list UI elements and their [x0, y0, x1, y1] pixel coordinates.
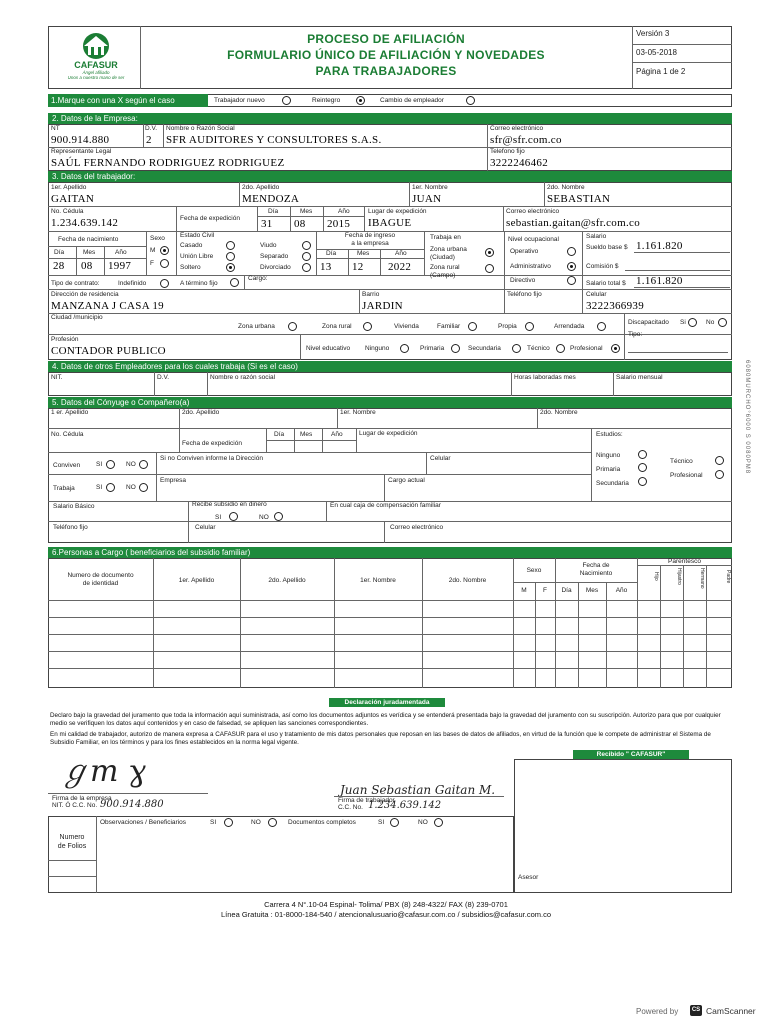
camscanner-label: CamScanner — [706, 1006, 756, 1016]
zona-rural-label: Zona rural (Campo) — [430, 264, 460, 279]
nac-ano: 1997 — [108, 260, 132, 272]
page-number: Página 1 de 2 — [636, 67, 686, 76]
s5-empresa-label: Empresa — [160, 477, 187, 484]
docs-no-label: NO — [418, 819, 428, 826]
nit-empresa-label: NIT. Ó C.C. No. — [52, 802, 98, 809]
administrativo-radio[interactable] — [567, 262, 576, 271]
empresa-correo-value: sfr@sfr.com.co — [490, 134, 562, 146]
nac-mes-label: Mes — [83, 249, 96, 256]
salario-label: Salario — [586, 233, 607, 240]
exp-ano: 2015 — [327, 218, 351, 230]
cel-label: Celular — [586, 291, 607, 298]
civil-label: Estado Civil — [180, 232, 215, 239]
section-5-title: 5. Datos del Cónyuge o Compañero(a) — [48, 397, 732, 408]
s4-nit-label: NIT. — [51, 374, 63, 381]
edu-ninguno-radio[interactable] — [400, 344, 409, 353]
opt-reintegro-label: Reintegro — [312, 97, 341, 104]
zona-rural-radio[interactable] — [485, 264, 494, 273]
soltero-label: Soltero — [180, 264, 201, 271]
rep-value: SAÚL FERNANDO RODRIGUEZ RODRIGUEZ — [51, 157, 285, 169]
correo-label: Correo electrónico — [506, 208, 560, 215]
s5-mes-label: Mes — [300, 431, 313, 438]
n1-label: 1er. Nombre — [412, 184, 448, 191]
termino-radio[interactable] — [230, 278, 239, 287]
s5-primaria-label: Primaria — [596, 466, 621, 473]
recibido-title: Recibido " CAFASUR" — [573, 750, 689, 759]
s5-sub-no-label: NO — [259, 514, 269, 521]
casado-radio[interactable] — [226, 241, 235, 250]
s5-trab-si-label: SI — [96, 484, 103, 491]
house-family-icon — [76, 30, 116, 60]
ap1-label: 1er. Apellido — [51, 184, 87, 191]
s4-salario-label: Salario mensual — [616, 374, 663, 381]
fnac-label: Fecha de nacimiento — [58, 236, 119, 243]
ing-mes: 12 — [352, 261, 364, 273]
res-urbana-label: Zona urbana — [238, 323, 275, 330]
s5-n2-label: 2do. Nombre — [540, 409, 578, 416]
s5-fexp-label: Fecha de expedición — [182, 440, 242, 447]
s5-ninguno-radio[interactable] — [638, 450, 647, 459]
logo-name: CAFASUR — [74, 60, 118, 70]
fing-label: Fecha de ingreso a la empresa — [344, 232, 396, 247]
ing-ano-label: Año — [395, 250, 407, 257]
res-rural-radio[interactable] — [363, 322, 372, 331]
n2-label: 2do. Nombre — [547, 184, 585, 191]
empresa-tel-label: Telefono fijo — [490, 148, 525, 155]
docs-si-radio[interactable] — [390, 818, 399, 827]
trabaja-en-label: Trabaja en — [430, 234, 461, 241]
col-ano-header: Año — [615, 587, 628, 594]
obs-si-label: SI — [210, 819, 217, 826]
union-radio[interactable] — [226, 252, 235, 261]
lugexp-value: IBAGUE — [368, 217, 412, 229]
niv-edu-label: Nivel educativo — [306, 345, 351, 352]
exp-dia: 31 — [261, 218, 273, 230]
powered-by: Powered by — [636, 1007, 679, 1016]
trabajador-signature: Juan Sebastian Gaitan M. — [340, 783, 496, 797]
s5-sub-si-label: SI — [215, 514, 222, 521]
section-2-title: 2. Datos de la Empresa: — [48, 113, 732, 124]
indefinido-radio[interactable] — [160, 279, 169, 288]
decl-paragraph-2: En mi calidad de trabajador, autorizo de manera expresa a CAFASUR para el uso y tratamiento de mis datos personales que reposan en las bases de datos de afiliados, en virtud de la función que le compete de administrar el Sistema de Subsidio Familiar, en los términos y para los fines establecidos en la norma legal vigente. — [50, 731, 711, 746]
edu-secundaria-radio[interactable] — [512, 344, 521, 353]
empresa-tel-value: 3222246462 — [490, 157, 548, 169]
divorciado-radio[interactable] — [302, 263, 311, 272]
dv-label: D.V. — [145, 125, 158, 132]
res-rural-label: Zona rural — [322, 323, 352, 330]
edu-profesional-label: Profesional — [570, 345, 603, 352]
edu-tecnico-radio[interactable] — [556, 344, 565, 353]
logo-tagline: Ángel afiliado Unos a nuestro mano de ser — [67, 70, 125, 80]
n1-value: JUAN — [412, 193, 442, 205]
exp-ano-label: Año — [338, 208, 350, 215]
edu-primaria-radio[interactable] — [451, 344, 460, 353]
s5-tecnico-radio[interactable] — [715, 456, 724, 465]
s5-ap1-label: 1 er. Apellido — [51, 409, 89, 416]
sexo-f-radio[interactable] — [160, 259, 169, 268]
s5-correo-label: Correo electrónico — [390, 524, 444, 531]
cc-trabajador-label: C.C. No. — [338, 804, 363, 811]
folios-label: Numero de Folios — [57, 834, 87, 850]
col-m-header: M — [521, 587, 527, 594]
edu-ninguno-label: Ninguno — [365, 345, 390, 352]
fexp-label: Fecha de expedición — [180, 215, 240, 222]
sexo-f-label: F — [150, 260, 154, 267]
ap2-value: MENDOZA — [242, 193, 300, 205]
union-label: Unión Libre — [180, 253, 214, 260]
cel-value: 3222366939 — [586, 300, 644, 312]
casado-label: Casado — [180, 242, 203, 249]
cargo-label: Cargo: — [248, 275, 268, 282]
separado-radio[interactable] — [302, 252, 311, 261]
col-doc-header: Numero de documento de identidad — [67, 572, 134, 587]
side-text: 6080MURCHO°6000 S 0080PM8 — [744, 360, 750, 475]
divorciado-label: Divorciado — [260, 264, 291, 271]
dir-label: Dirección de residencia — [51, 291, 119, 298]
col-dia-header: Día — [561, 587, 572, 594]
viudo-label: Viudo — [260, 242, 277, 249]
cedula-label: No. Cédula — [51, 208, 84, 215]
arrendada-radio[interactable] — [597, 322, 606, 331]
par-2-header: Hijastro — [676, 568, 682, 585]
nit-label: NT — [51, 125, 60, 132]
obs-si-radio[interactable] — [224, 818, 233, 827]
s5-trab-si-radio[interactable] — [106, 483, 115, 492]
sueldo-label: Sueldo base $ — [586, 244, 628, 251]
asesor-label: Asesor — [518, 874, 539, 881]
empresa-signature: ℊm ɣ — [60, 754, 146, 789]
col-n2-header: 2do. Nombre — [448, 577, 487, 584]
s5-cel-label: Celular — [195, 524, 216, 531]
separado-label: Separado — [260, 253, 289, 260]
section-4-title: 4. Datos de otros Empleadores para los cuales trabaja (Si es el caso) — [48, 361, 732, 372]
nac-mes: 08 — [81, 260, 93, 272]
section-3-title: 3. Datos del trabajador: — [48, 171, 732, 182]
discap-no-label: No — [706, 319, 715, 326]
s5-trabaja-label: Trabaja — [53, 485, 75, 492]
nac-ano-label: Año — [115, 249, 127, 256]
indefinido-label: Indefinido — [118, 280, 147, 287]
title-line-1: PROCESO DE AFILIACIÓN — [307, 32, 465, 46]
dir-value: MANZANA J CASA 19 — [51, 300, 164, 312]
opt-nuevo-radio[interactable] — [282, 96, 291, 105]
s4-dv-label: D.V. — [157, 374, 170, 381]
s5-conv-si-radio[interactable] — [106, 460, 115, 469]
s5-subsidio-label: Recibe subsidio en dinero — [192, 501, 267, 508]
s5-noconv-label: Si no Conviven informe la Dirección — [160, 455, 263, 462]
s5-cargo-label: Cargo actual — [388, 477, 425, 484]
s5-trab-no-radio[interactable] — [139, 483, 148, 492]
discap-label: Discapacitado — [628, 319, 669, 326]
docs-si-label: SI — [378, 819, 385, 826]
exp-dia-label: Día — [268, 208, 279, 215]
arrendada-label: Arrendada — [554, 323, 585, 330]
s5-conv-no-radio[interactable] — [139, 460, 148, 469]
empresa-correo-label: Correo electrónico — [490, 125, 544, 132]
opt-nuevo-label: Trabajador nuevo — [214, 97, 265, 104]
version-date: 03-05-2018 — [636, 48, 677, 57]
ap1-value: GAITAN — [51, 193, 95, 205]
col-sexo-header: Sexo — [526, 567, 542, 574]
directivo-label: Directivo — [510, 277, 536, 284]
propia-label: Propia — [498, 323, 517, 330]
s5-dia-label: Día — [274, 431, 285, 438]
nivel-label: Nivel ocupacional — [508, 236, 559, 243]
ing-dia-label: Día — [326, 250, 337, 257]
nit-value: 900.914.880 — [51, 134, 110, 146]
s5-caja-label: En cual caja de compensación familiar — [330, 502, 441, 509]
nac-dia: 28 — [53, 260, 65, 272]
s5-primaria-radio[interactable] — [638, 463, 647, 472]
n2-value: SEBASTIAN — [547, 193, 611, 205]
footer-line-1: Carrera 4 N°.10-04 Espinal- Tolima/ PBX (8) 248-4322/ FAX (8) 239-0701 — [264, 900, 508, 909]
total-value: 1.161.820 — [636, 275, 683, 287]
s5-ced-label: No. Cédula — [51, 431, 84, 438]
s5-lugar-label: Lugar de expedición — [359, 430, 418, 437]
title-line-2: FORMULARIO ÚNICO DE AFILIACIÓN Y NOVEDADES — [227, 48, 545, 62]
s5-trab-no-label: NO — [126, 484, 136, 491]
par-1-header: Hijo — [653, 572, 659, 581]
opt-reintegro-radio[interactable] — [356, 96, 365, 105]
col-ap1-header: 1er. Apellido — [178, 577, 215, 584]
s5-celular-label: Celular — [430, 455, 451, 462]
propia-radio[interactable] — [525, 322, 534, 331]
operativo-label: Operativo — [510, 248, 539, 255]
familiar-label: Familiar — [437, 323, 461, 330]
obs-no-label: NO — [251, 819, 261, 826]
s5-n1-label: 1er. Nombre — [340, 409, 376, 416]
telfijo-label: Teléfono fijo — [507, 291, 542, 298]
s5-conviven-label: Conviven — [53, 462, 81, 469]
contrato-label: Tipo de contrato: — [51, 280, 100, 287]
barrio-label: Barrio — [362, 291, 380, 298]
s5-conv-si-label: SI — [96, 461, 103, 468]
ap2-label: 2do. Apellido — [242, 184, 280, 191]
ciudad-label: Ciudad /municipio — [51, 314, 103, 321]
ing-dia: 13 — [320, 261, 332, 273]
familiar-radio[interactable] — [468, 322, 477, 331]
sexo-m-label: M — [150, 247, 156, 254]
s5-estudios-label: Estudios: — [596, 431, 623, 438]
sexo-label: Sexo — [150, 235, 165, 242]
ing-ano: 2022 — [388, 261, 412, 273]
title-line-3: PARA TRABAJADORES — [315, 64, 457, 78]
docs-label: Documentos completos — [288, 819, 356, 826]
rep-label: Representante Legal — [51, 148, 112, 155]
exp-mes-label: Mes — [300, 208, 313, 215]
section-6-title: 6.Personas a Cargo ( beneficiarios del subsidio familiar) — [48, 547, 732, 558]
docs-no-radio[interactable] — [434, 818, 443, 827]
res-urbana-radio[interactable] — [288, 322, 297, 331]
lugexp-label: Lugar de expedición — [368, 208, 427, 215]
prof-value: CONTADOR PUBLICO — [51, 345, 166, 357]
operativo-radio[interactable] — [567, 247, 576, 256]
administrativo-label: Administrativo — [510, 263, 551, 270]
s5-sub-si-radio[interactable] — [229, 512, 238, 521]
edu-tecnico-label: Técnico — [527, 345, 550, 352]
s5-sub-no-radio[interactable] — [274, 512, 283, 521]
viudo-radio[interactable] — [302, 241, 311, 250]
exp-mes: 08 — [294, 218, 306, 230]
s5-tecnico-label: Técnico — [670, 458, 693, 465]
col-ap2-header: 2do. Apellido — [268, 577, 306, 584]
decl-paragraph-1: Declaro bajo la gravedad del juramento que toda la información aquí suministrada, así como los documentos adjuntos es verídica y se entenderá presentada bajo la gravedad del juramento con su suscripción. Autorizo para que por cualquier medio se verifiquen los datos aquí contenidos y en caso de falsedad, se apliquen las sanciones correspondientes. — [50, 712, 721, 727]
cafasur-logo — [64, 30, 128, 86]
directivo-radio[interactable] — [567, 276, 576, 285]
zona-urbana-radio[interactable] — [485, 248, 494, 257]
razon-value: SFR AUDITORES Y CONSULTORES S.A.S. — [166, 134, 382, 146]
s5-secundaria-label: Secundaria — [596, 480, 629, 487]
firma-trabajador-label: Firma de trabajador — [338, 797, 395, 804]
col-f-header: F — [543, 587, 547, 594]
recibido-box — [514, 759, 732, 893]
col-fnac-header: Fecha de Nacimiento — [579, 562, 613, 577]
opt-cambio-label: Cambio de empleador — [380, 97, 444, 104]
prof-label: Profesión — [51, 336, 79, 343]
comision-label: Comisión $ — [586, 263, 619, 270]
edu-profesional-radio[interactable] — [611, 344, 620, 353]
cedula-value: 1.234.639.142 — [51, 217, 119, 229]
par-3-header: Hermano — [699, 568, 705, 589]
discap-si-label: Si — [680, 319, 686, 326]
s5-secundaria-radio[interactable] — [638, 477, 647, 486]
camscanner-icon: CS — [690, 1005, 702, 1016]
discap-tipo-label: Tipo: — [628, 331, 643, 338]
s5-conv-no-label: NO — [126, 461, 136, 468]
s5-tel-label: Teléfono fijo — [53, 524, 88, 531]
obs-no-radio[interactable] — [268, 818, 277, 827]
section-1-title: 1.Marque con una X según el caso — [48, 94, 208, 107]
razon-label: Nombre o Razón Social — [166, 125, 235, 132]
opt-cambio-radio[interactable] — [466, 96, 475, 105]
nac-dia-label: Día — [54, 249, 65, 256]
discap-no-radio[interactable] — [718, 318, 727, 327]
cc-trabajador-value: 1.234.639.142 — [368, 800, 442, 811]
total-label: Salario total $ — [586, 280, 626, 287]
s4-horas-label: Horas laboradas mes — [514, 374, 576, 381]
s5-salario-label: Salario Básico — [53, 503, 95, 510]
edu-secundaria-label: Secundaria — [468, 345, 501, 352]
edu-primaria-label: Primaria — [420, 345, 445, 352]
zona-urbana-label: Zona urbana (Ciudad) — [430, 246, 467, 261]
s4-razon-label: Nombre o razón social — [210, 374, 276, 381]
decl-title: Declaración juradamentada — [329, 698, 445, 707]
termino-label: A término fijo — [180, 280, 218, 287]
vivienda-label: Vivienda — [394, 323, 419, 330]
version: Versión 3 — [636, 29, 670, 38]
footer-line-2: Línea Gratuita : 01-8000-184-540 / atencionalusuario@cafasur.com.co / subsidios@cafasur.com.co — [221, 910, 551, 919]
ing-mes-label: Mes — [357, 250, 370, 257]
folios-box — [48, 816, 514, 893]
sueldo-value: 1.161.820 — [636, 240, 683, 252]
s5-ano-label: Año — [331, 431, 343, 438]
discap-si-radio[interactable] — [688, 318, 697, 327]
firma-empresa-label: Firma de la empresa — [52, 795, 112, 802]
soltero-radio[interactable] — [226, 263, 235, 272]
s5-ap2-label: 2do. Apellido — [182, 409, 220, 416]
nit-empresa-value: 900.914.880 — [100, 799, 164, 810]
col-parentesco-header: Parentesco — [668, 558, 701, 565]
sexo-m-radio[interactable] — [160, 246, 169, 255]
dv-value: 2 — [146, 134, 152, 146]
col-mes-header: Mes — [585, 587, 599, 594]
obs-label: Observaciones / Beneficiarios — [100, 819, 186, 826]
s5-ninguno-label: Ninguno — [596, 452, 621, 459]
s5-profesional-radio[interactable] — [715, 470, 724, 479]
par-4-header: Padre — [725, 570, 731, 584]
col-n1-header: 1er. Nombre — [360, 577, 396, 584]
correo-value: sebastian.gaitan@sfr.com.co — [506, 217, 640, 229]
s5-profesional-label: Profesional — [670, 472, 703, 479]
barrio-value: JARDIN — [362, 300, 403, 312]
